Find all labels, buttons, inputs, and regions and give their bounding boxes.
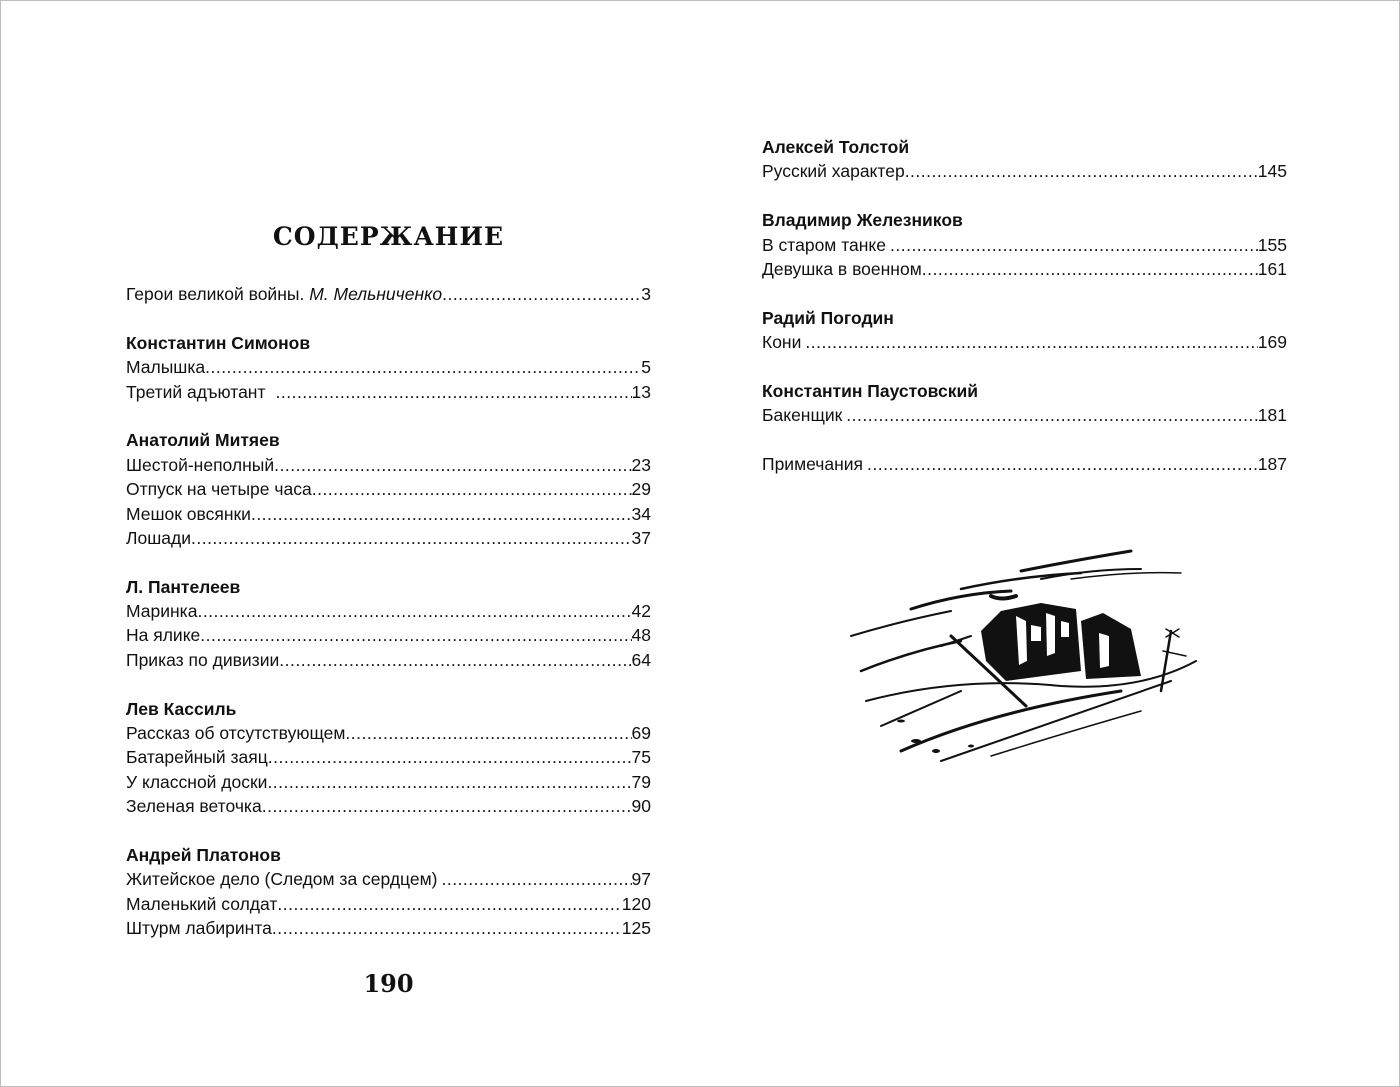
toc-entry-label: Штурм лабиринта xyxy=(126,918,272,939)
toc-page-number: 155 xyxy=(1257,234,1287,255)
toc-entry-label: Кони xyxy=(762,332,802,353)
toc-entry-label: Приказ по дивизии xyxy=(126,649,280,670)
toc-entry-label: В старом танке xyxy=(762,234,886,255)
toc-section-tolstoy xyxy=(762,135,1287,184)
leader-dots xyxy=(274,453,631,477)
toc-entry[interactable] xyxy=(126,380,651,404)
section-author: Л. Пантелеев xyxy=(126,576,241,597)
toc-entry-label: Третий адъютант xyxy=(126,381,266,402)
toc-entry-label: Мешок овсянки xyxy=(126,503,251,524)
section-author: Лев Кассиль xyxy=(126,698,237,719)
leader-dots xyxy=(805,330,1257,354)
toc-page-number: 120 xyxy=(621,893,651,914)
toc-right-column xyxy=(762,135,1287,476)
toc-entry[interactable] xyxy=(762,257,1287,281)
leader-dots xyxy=(197,599,631,623)
toc-page-number: 5 xyxy=(641,357,651,378)
leader-dots xyxy=(267,770,631,794)
toc-section-panteleev xyxy=(126,575,651,673)
toc-entry[interactable] xyxy=(126,355,651,379)
leader-dots xyxy=(867,452,1258,476)
toc-page-number: 48 xyxy=(631,625,651,646)
leader-dots xyxy=(312,477,632,501)
toc-page-number: 161 xyxy=(1257,258,1287,279)
section-author: Константин Симонов xyxy=(126,332,311,353)
toc-entry-label: Герои великой войны. М. Мельниченко xyxy=(126,284,443,304)
toc-entry[interactable] xyxy=(126,477,651,501)
leader-dots xyxy=(200,623,631,647)
intro-author: М. Мельниченко xyxy=(309,284,443,304)
toc-page-number: 79 xyxy=(631,771,651,792)
toc-entry-label: Шестой-неполный xyxy=(126,454,275,475)
leader-dots xyxy=(441,867,631,891)
toc-entry[interactable] xyxy=(126,648,651,672)
toc-entry-label: Бакенщик xyxy=(762,405,843,426)
toc-entry[interactable] xyxy=(762,159,1287,183)
toc-entry[interactable] xyxy=(126,453,651,477)
leader-dots xyxy=(268,745,632,769)
page-title: СОДЕРЖАНИЕ xyxy=(272,222,505,251)
toc-entry[interactable] xyxy=(126,623,651,647)
toc-page-number: 169 xyxy=(1257,332,1287,353)
toc-entry[interactable] xyxy=(126,916,651,940)
toc-page-number: 29 xyxy=(631,479,651,500)
toc-entry[interactable] xyxy=(762,403,1287,427)
toc-entry-label: Отпуск на четыре часа xyxy=(126,479,312,500)
toc-entry-label: Маленький солдат xyxy=(126,893,278,914)
toc-page-number: 90 xyxy=(631,796,651,817)
toc-entry-label: Русский характер xyxy=(762,161,905,182)
section-author: Константин Паустовский xyxy=(762,380,979,401)
section-author: Радий Погодин xyxy=(762,307,894,328)
page-number: 190 xyxy=(363,969,414,998)
toc-entry-label: Малышка xyxy=(126,357,206,378)
leader-dots xyxy=(205,355,641,379)
toc-entry[interactable] xyxy=(126,599,651,623)
toc-left-column xyxy=(126,282,651,941)
toc-entry-notes[interactable] xyxy=(762,452,1287,476)
toc-page-number: 64 xyxy=(631,649,651,670)
toc-page-number: 75 xyxy=(631,747,651,768)
toc-entry-label: Зеленая веточка xyxy=(126,796,262,817)
toc-entry[interactable] xyxy=(126,502,651,526)
toc-entry-label: На ялике xyxy=(126,625,201,646)
section-author: Алексей Толстой xyxy=(762,137,910,157)
toc-entry-intro[interactable] xyxy=(126,282,651,306)
leader-dots xyxy=(442,282,641,306)
toc-entry-label: Примечания xyxy=(762,454,864,475)
toc-section-simonov xyxy=(126,331,651,404)
leader-dots xyxy=(905,159,1258,183)
toc-page-number: 23 xyxy=(631,454,651,475)
toc-page-number: 145 xyxy=(1257,161,1287,182)
toc-entry-label: Рассказ об отсутствующем xyxy=(126,723,346,744)
ruined-houses-sketch-icon xyxy=(841,541,1211,771)
toc-page-number: 34 xyxy=(631,503,651,524)
leader-dots xyxy=(276,380,632,404)
toc-page-number: 181 xyxy=(1257,405,1287,426)
leader-dots xyxy=(251,502,632,526)
toc-entry[interactable] xyxy=(762,233,1287,257)
toc-page-number: 187 xyxy=(1257,454,1287,475)
toc-page-number: 42 xyxy=(631,601,651,622)
toc-entry[interactable] xyxy=(126,745,651,769)
leader-dots xyxy=(191,526,632,550)
toc-entry[interactable] xyxy=(126,892,651,916)
toc-section-mityaev xyxy=(126,428,651,550)
toc-entry[interactable] xyxy=(126,526,651,550)
toc-section-kassil xyxy=(126,697,651,819)
toc-entry[interactable] xyxy=(126,794,651,818)
toc-page-number: 3 xyxy=(641,284,651,304)
leader-dots xyxy=(277,892,621,916)
toc-page-number: 37 xyxy=(631,527,651,548)
toc-page-number: 97 xyxy=(631,869,651,890)
section-author: Анатолий Митяев xyxy=(126,430,280,451)
toc-section-platonov xyxy=(126,843,651,941)
toc-entry-label: Девушка в военном xyxy=(762,258,922,279)
toc-section-paustovsky xyxy=(762,379,1287,428)
section-author: Владимир Железников xyxy=(762,210,963,231)
leader-dots xyxy=(922,257,1258,281)
toc-page-number: 125 xyxy=(621,918,651,939)
toc-page-number: 13 xyxy=(631,381,651,402)
leader-dots xyxy=(345,721,631,745)
toc-entry[interactable] xyxy=(126,721,651,745)
toc-entry[interactable] xyxy=(762,330,1287,354)
toc-entry[interactable] xyxy=(126,770,651,794)
section-author: Андрей Платонов xyxy=(126,844,281,865)
toc-page-number: 69 xyxy=(631,723,651,744)
toc-entry-label: У классной доски xyxy=(126,771,268,792)
toc-entry-label: Житейское дело (Следом за сердцем) xyxy=(126,869,438,890)
toc-entry[interactable] xyxy=(126,867,651,891)
toc-entry-label: Маринка xyxy=(126,601,198,622)
leader-dots xyxy=(262,794,632,818)
toc-section-zheleznikov xyxy=(762,208,1287,281)
leader-dots xyxy=(272,916,622,940)
toc-entry-label: Батарейный заяц xyxy=(126,747,268,768)
toc-entry-label: Лошади xyxy=(126,527,191,548)
leader-dots xyxy=(890,233,1258,257)
toc-section-pogodin xyxy=(762,306,1287,355)
leader-dots xyxy=(279,648,631,672)
leader-dots xyxy=(846,403,1258,427)
